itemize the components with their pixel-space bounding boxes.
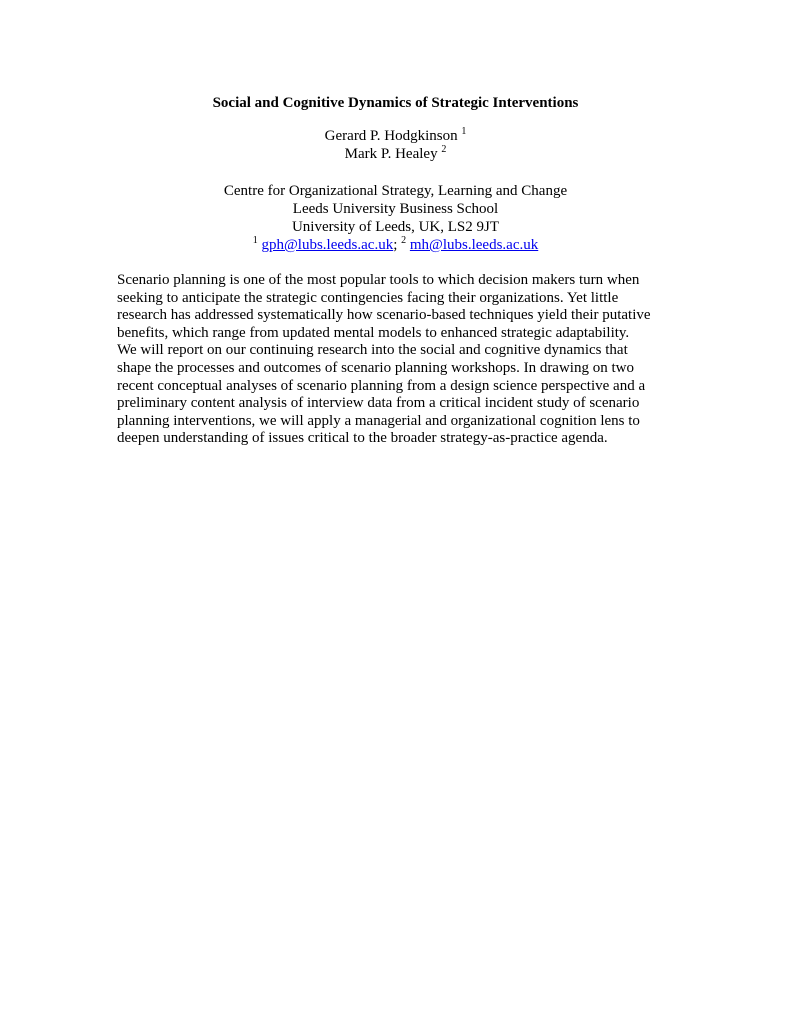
author-mark-1: 1: [461, 126, 467, 137]
author-mark-2: 2: [441, 144, 447, 155]
abstract-text: Scenario planning is one of the most popular tools to which decision makers turn when seeking to anticipate the strategic contingencies facing their organizations. Yet little research has addressed systematically how scenario-based techniques yield their putative benefits, which range from updated mental models to enhanced strategic adaptability. We will report on our continuing research into the social and cognitive dynamics that shape the processes and outcomes of scenario planning workshops. In drawing on two recent conceptual analyses of scenario planning from a design science perspective and a preliminary content analysis of interview data from a critical incident study of scenario planning interventions, we will apply a managerial and organizational cognition lens to deepen understanding of issues critical to the broader strategy-as-practice agenda.: [117, 272, 651, 447]
email-separator: ;: [393, 237, 398, 253]
author-name-1: Gerard P. Hodgkinson: [324, 128, 458, 144]
author-name-2: Mark P. Healey: [344, 146, 438, 162]
author-line-2: [0, 145, 791, 163]
email-mark-2: 2: [401, 235, 407, 246]
affiliation-university: University of Leeds, UK, LS2 9JT: [291, 219, 500, 235]
email-line: [0, 236, 791, 254]
email-link-healey[interactable]: mh@lubs.leeds.ac.uk: [409, 237, 539, 253]
paper-title: Social and Cognitive Dynamics of Strategic Interventions: [212, 95, 579, 111]
email-link-hodgkinson[interactable]: gph@lubs.leeds.ac.uk: [261, 237, 394, 253]
affiliation-centre: Centre for Organizational Strategy, Learning and Change: [223, 183, 568, 199]
email-mark-1: 1: [252, 235, 258, 246]
affiliation-school: Leeds University Business School: [292, 201, 499, 217]
author-line-1: [0, 127, 791, 145]
